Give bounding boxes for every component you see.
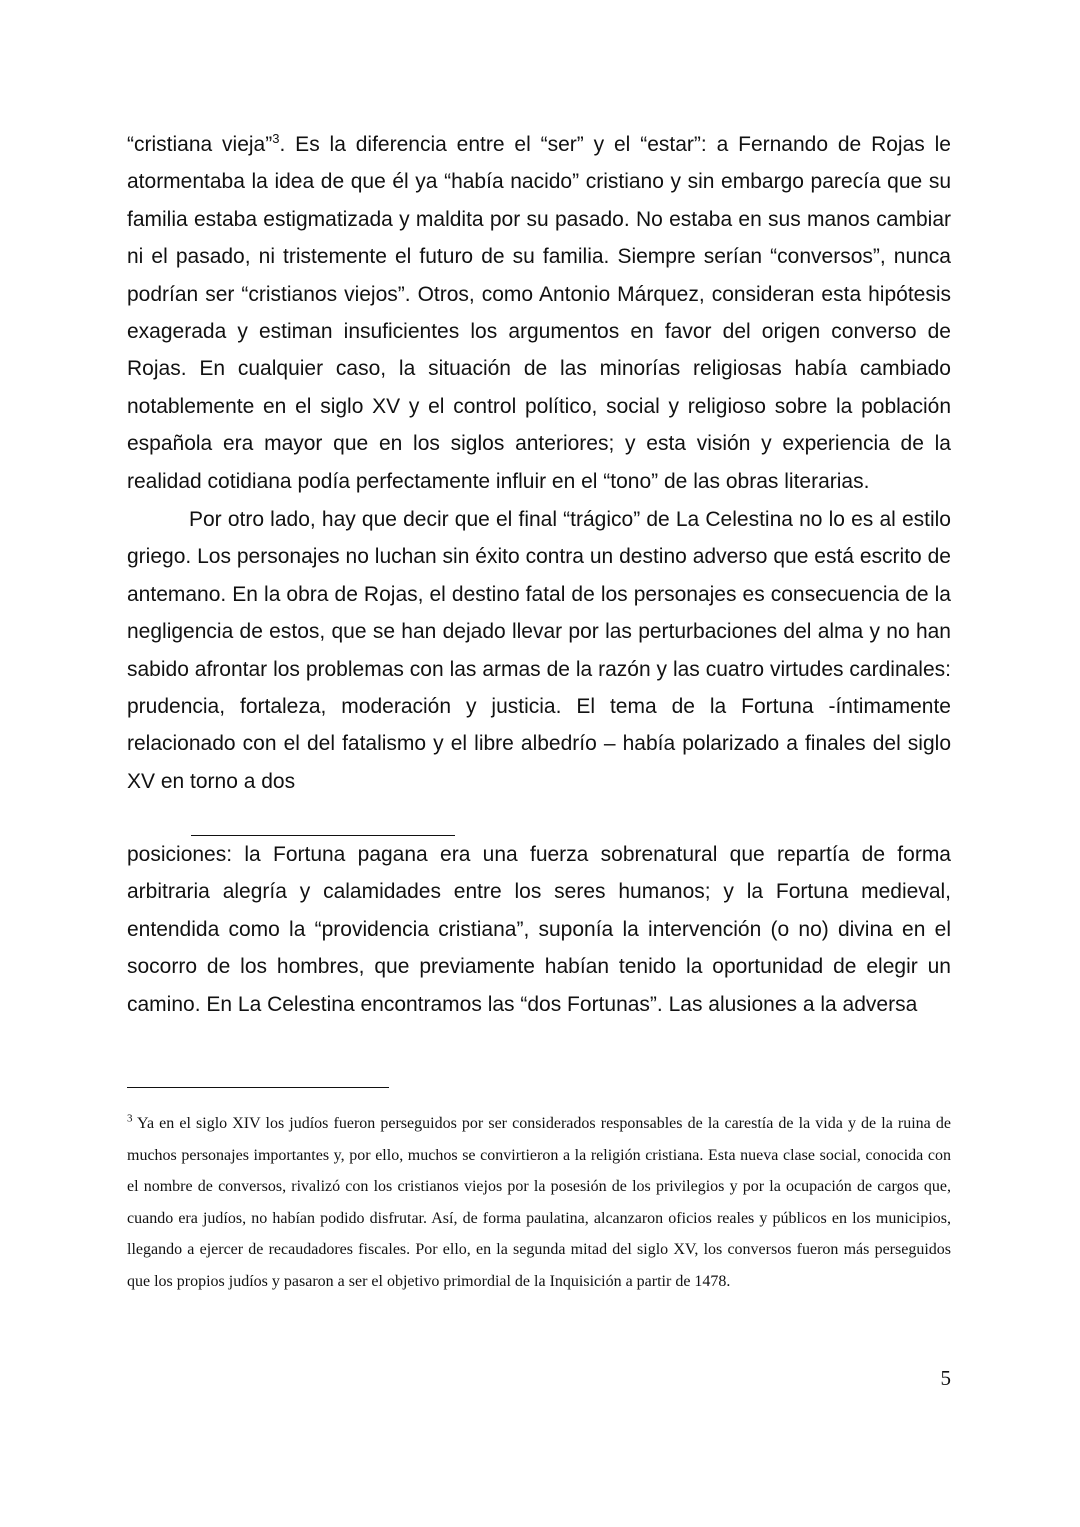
- paragraph-1-rest: . Es la diferencia entre el “ser” y el “estar”: a Fernando de Rojas le atormentaba la idea de que él ya “había nacido” cristiano y sin embargo parecía que su familia estaba estigmatizada y maldita por su pasado. No estaba en sus manos cambiar ni el pasado, ni tristemente el futuro de su familia. Siempre serían “conversos”, nunca podrían ser “cristianos viejos”. Otros, como Antonio Márquez, consideran esta hipótesis exagerada y estiman insuficientes los argumentos en favor del origen converso de Rojas. En cualquier caso, la situación de las minorías religiosas había cambiado notablemente en el siglo XV y el control político, social y religioso sobre la población española era mayor que en los siglos anteriores; y esta visión y experiencia de la realidad cotidiana podía perfectamente influir en el “tono” de las obras literarias.: [127, 133, 951, 493]
- footnote-separator: [127, 1087, 389, 1088]
- paragraph-1-start: “cristiana vieja”: [127, 133, 273, 156]
- paragraph-2-continuation-text: posiciones: la Fortuna pagana era una fuerza sobrenatural que repartía de forma arbitraria alegría y calamidades entre los seres humanos; y la Fortuna medieval, entendida como la “providencia cristiana”, suponía la intervención (o no) divina en el socorro de los hombres, que previamente habían tenido la oportunidad de elegir un camino. En La Celestina encontramos las “dos Fortunas”. Las alusiones a la adversa: [127, 843, 951, 1016]
- body-paragraph-2: [127, 501, 951, 800]
- footnote-number: 3: [127, 1112, 133, 1125]
- body-paragraph-2-continuation: [127, 836, 951, 1023]
- footnote-3: [127, 1108, 951, 1298]
- paragraph-2-text: Por otro lado, hay que decir que el final “trágico” de La Celestina no lo es al estilo griego. Los personajes no luchan sin éxito contra un destino adverso que está escrito de antemano. En la obra de Rojas, el destino fatal de los personajes es consecuencia de la negligencia de estos, que se han dejado llevar por las perturbaciones del alma y no han sabido afrontar los problemas con las armas de la razón y las cuatro virtudes cardinales: prudencia, fortaleza, moderación y justicia. El tema de la Fortuna -íntimamente relacionado con el del fatalismo y el libre albedrío – había polarizado a finales del siglo XV en torno a dos: [127, 508, 951, 793]
- footnote-text: Ya en el siglo XIV los judíos fueron perseguidos por ser considerados responsables de la carestía de la vida y de la ruina de muchos personajes importantes y, por ello, muchos se convirtieron a la religión cristiana. Esta nueva clase social, conocida con el nombre de conversos, rivalizó con los cristianos viejos por la posesión de los privilegios y por la ocupación de cargos que, cuando era judíos, no habían podido disfrutar. Así, de forma paulatina, alcanzaron oficios reales y públicos en los municipios, llegando a ejercer de recaudadores fiscales. Por ello, en la segunda mitad del siglo XV, los conversos fueron más perseguidos que los propios judíos y pasaron a ser el objetivo primordial de la Inquisición a partir de 1478.: [127, 1115, 951, 1290]
- footnote-reference: 3: [272, 131, 280, 146]
- body-paragraph-1: [127, 126, 951, 500]
- page-number: 5: [940, 1366, 951, 1390]
